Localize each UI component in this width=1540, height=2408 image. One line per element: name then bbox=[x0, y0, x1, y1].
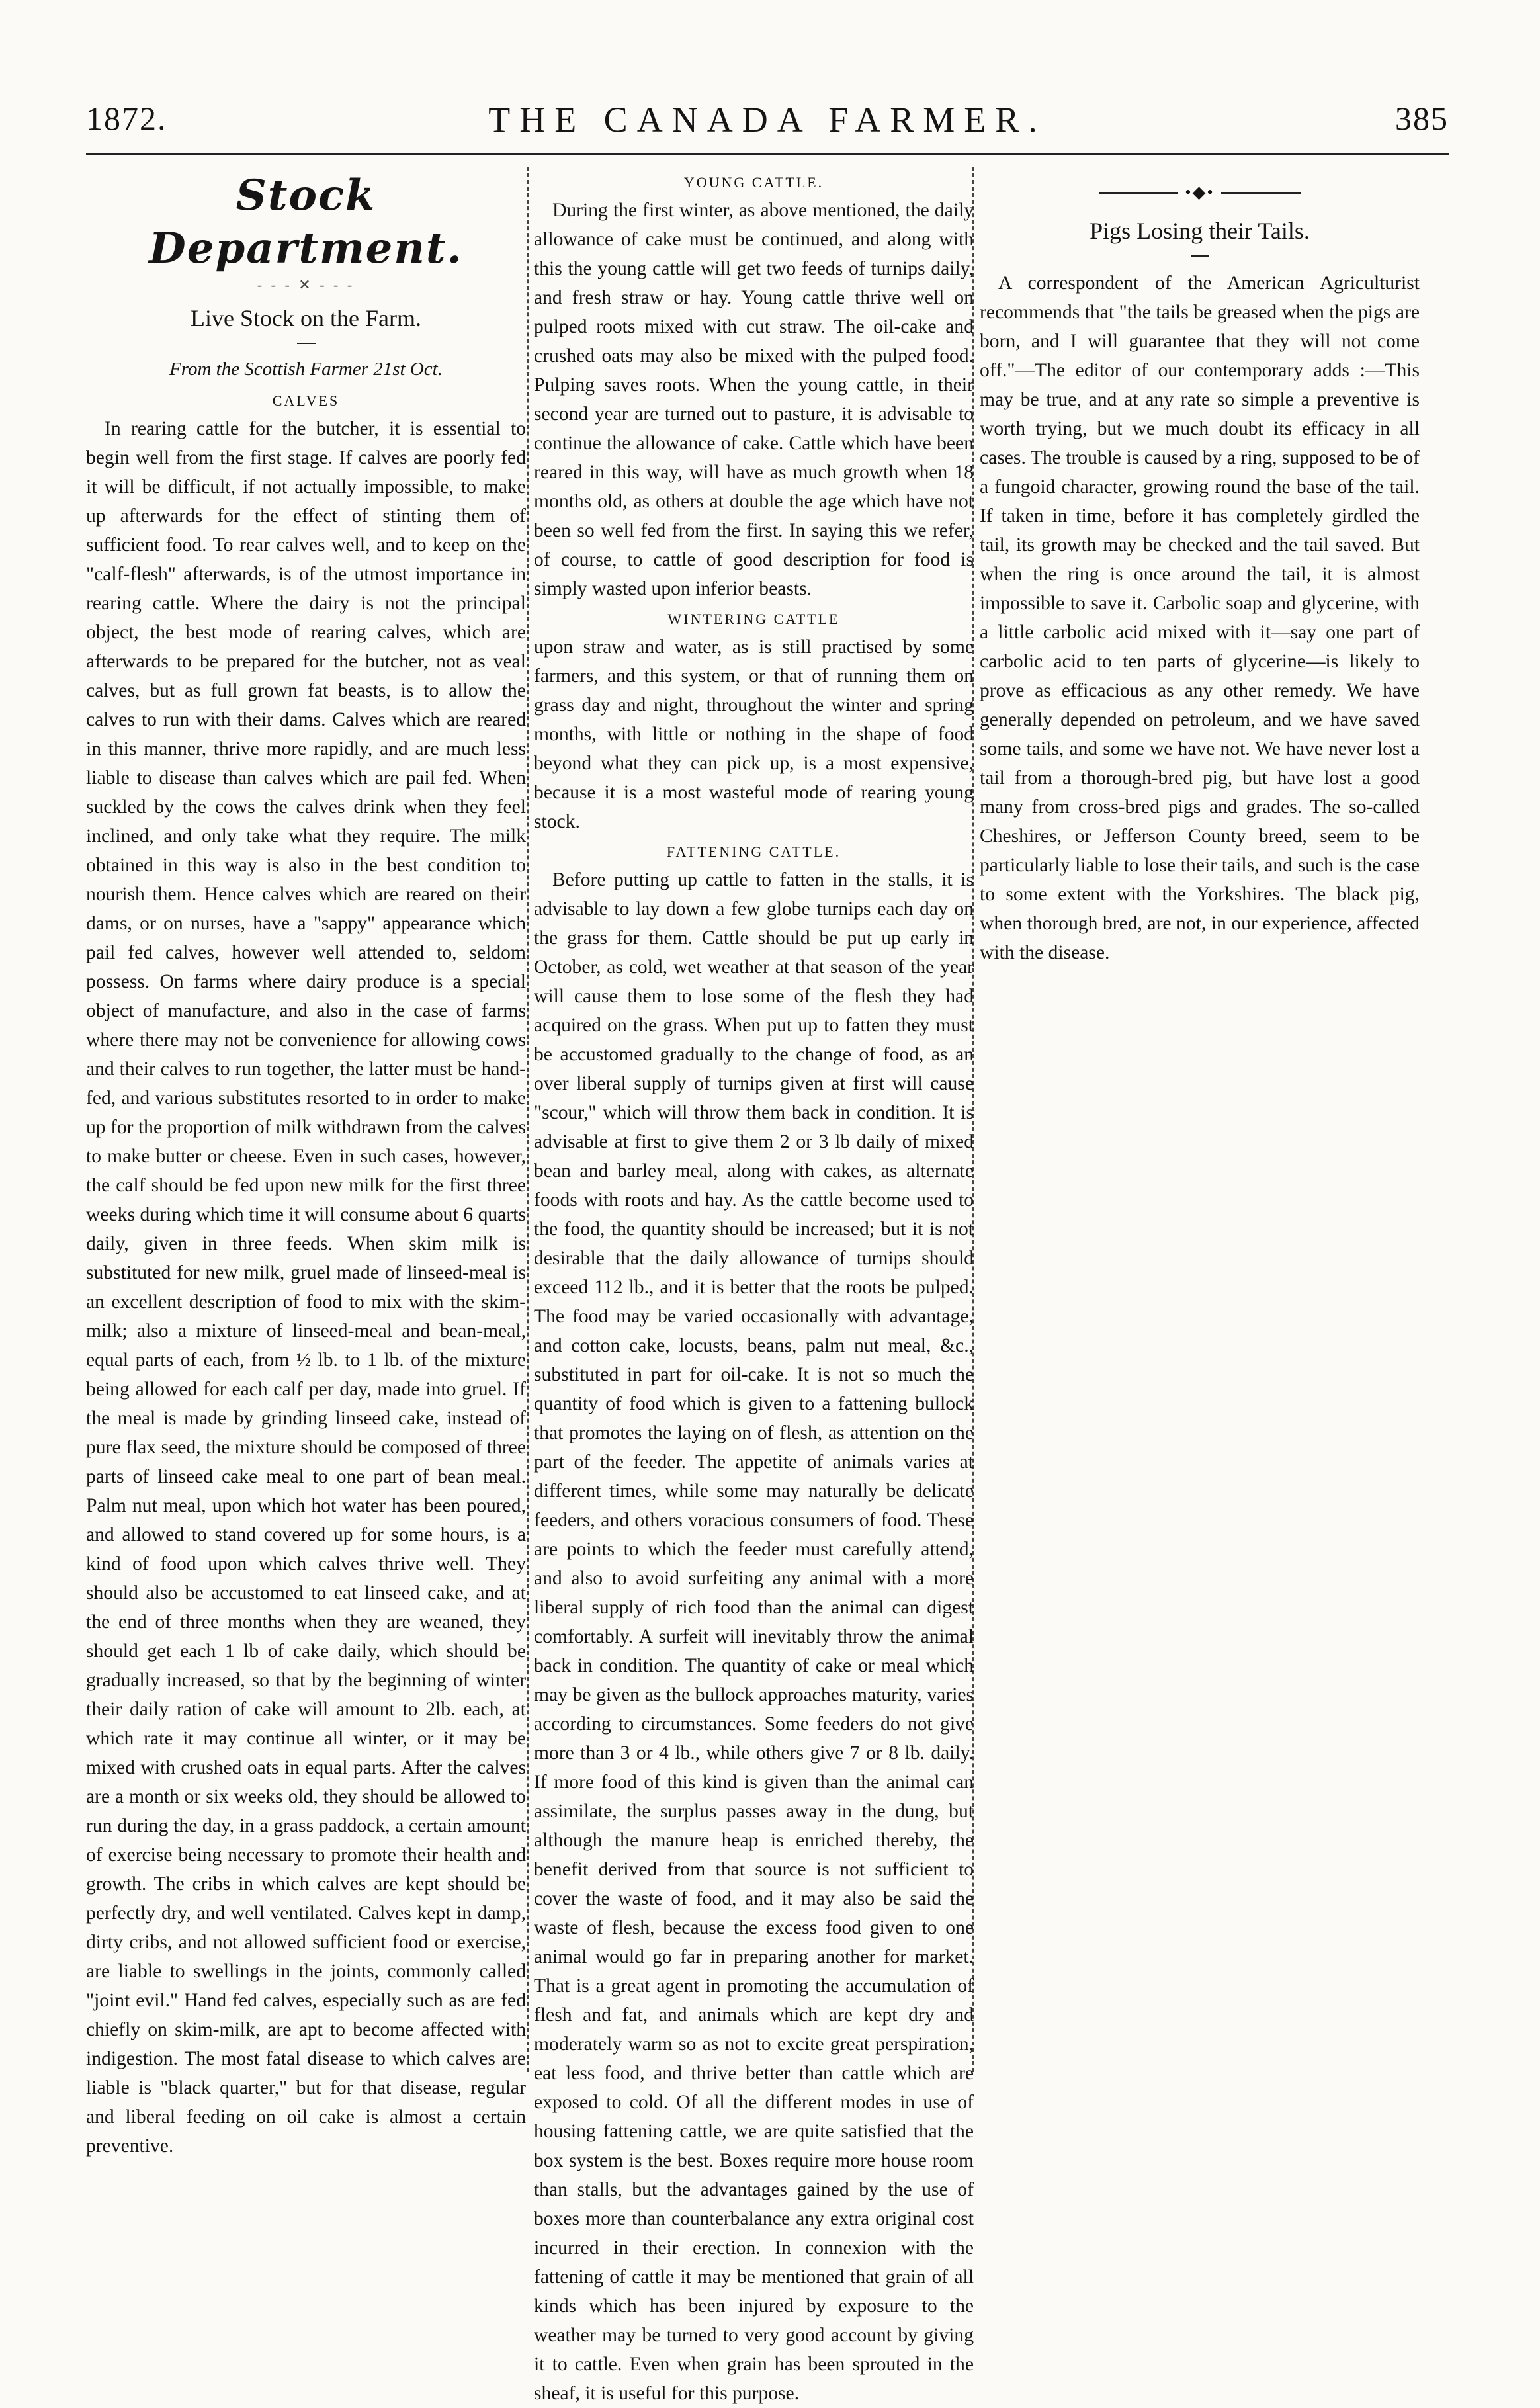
section-heading-young-cattle: YOUNG CATTLE. bbox=[683, 174, 824, 191]
page-number: 385 bbox=[1395, 100, 1449, 137]
column-separator bbox=[527, 167, 529, 2072]
article-divider: •◆• bbox=[980, 181, 1420, 202]
department-title: Stock Department. bbox=[149, 171, 463, 273]
calves-paragraph: In rearing cattle for the butcher, it is essential to begin well from the first stage. If calves are poorly fed it will be difficult, if not actually impossible, to make up afterwards for the effect of stinting them of sufficient food. To rear calves well, and to keep on the "calf-flesh" afterwards, is of the utmost importance in rearing cattle. Where the dairy is not the principal object, the best mode of rearing calves, which are afterwards to be prepared for the butcher, not as veal calves, but as full grown fat beasts, is to allow the calves to run with their dams. Calves which are reared in this manner, thrive more rapidly, and are much less liable to disease than calves which are pail fed. When suckled by the cows the calves drink when they feel inclined, and only take what they require. The milk obtained in this way is also in the best condition to nourish them. Hence calves which are reared on their dams, or on nurses, have a "sappy" appearance which pail fed calves, however well attended to, seldom possess. On farms where dairy produce is a special object of manufacture, and also in the case of farms where there may not be convenience for allowing cows and their calves to run together, the latter must be hand-fed, and various substitutes resorted to in order to make up for the proportion of milk withdrawn from the calves to make butter or cheese. Even in such cases, however, the calf should be fed upon new milk for the first three weeks during which time it will consume about 6 quarts daily, given in three feeds. When skim milk is substituted for new milk, gruel made of linseed-meal is an excellent description of food to mix with the skim-milk; also a mixture of linseed-meal and bean-meal, equal parts of each, from ½ lb. to 1 lb. of the mixture being allowed for each calf per day, made into gruel. If the meal is made by grinding linseed cake, instead of pure flax seed, the mixture should be composed of three parts of linseed cake meal to one part of bean meal. Palm nut meal, upon which hot water has been poured, and allowed to stand covered up for some hours, is a kind of food upon which calves thrive well. They should also be accustomed to eat linseed cake, and at the end of three months when they are weaned, they should get each 1 lb of cake daily, which should be gradually increased, so that by the beginning of winter their daily ration of cake will amount to 2lb. each, at which rate it may continue all winter, or it may be mixed with crushed oats in equal parts. After the calves are a month or six weeks old, they should be allowed to run during the day, in a grass paddock, a certain amount of exercise being necessary to promote their health and growth. The cribs in which calves are kept should be perfectly dry, and well ventilated. Calves kept in damp, dirty cribs, and not allowed sufficient food or exercise, are liable to swellings in the joints, commonly called "joint evil." Hand fed calves, especially such as are fed chiefly on skim-milk, are apt to become affected with indigestion. The most fatal disease to which calves are liable is "black quarter," but for that disease, regular and liberal feeding on oil cake is almost a certain preventive. bbox=[86, 418, 526, 2157]
article-title: Live Stock on the Farm. bbox=[191, 305, 421, 331]
issue-year: 1872. bbox=[86, 100, 167, 137]
section-heading-fattening-cattle: FATTENING CATTLE. bbox=[666, 843, 841, 860]
page-header bbox=[86, 99, 1449, 152]
section-heading-wintering-cattle: WINTERING CATTLE bbox=[667, 611, 840, 627]
title-rule bbox=[1191, 255, 1209, 257]
article-source: From the Scottish Farmer 21st Oct. bbox=[169, 359, 443, 380]
column-1 bbox=[86, 167, 526, 2157]
young-cattle-paragraph: During the first winter, as above mentioned, the daily allowance of cake must be continued, and along with this the young cattle will get two feeds of turnips daily, and fresh straw or hay. Young cattle thrive well on pulped roots mixed with cut straw. The oil-cake and crushed oats may also be mixed with the pulped food. Pulping saves roots. When the young cattle, in their second year are turned out to pasture, it is advisable to continue the allowance of cake. Cattle which have been reared in this way, will have as much growth when 18 months old, as others at double the age which have not been so well fed from the first. In saying this we refer, of course, to cattle of good description for food is simply wasted upon inferior beasts. bbox=[534, 200, 974, 599]
column-3 bbox=[980, 167, 1420, 2085]
publication-title: THE CANADA FARMER. bbox=[488, 100, 1047, 140]
article-title: Pigs Losing their Tails. bbox=[1090, 218, 1310, 245]
wintering-cattle-paragraph: upon straw and water, as is still practised by some farmers, and this system, or that of running them on grass day and night, throughout the winter and spring months, with little or nothing in the shape of food beyond what they can pick up, is a most expensive, because it is a most wasteful mode of rearing young stock. bbox=[534, 636, 974, 832]
pigs-paragraph: A correspondent of the American Agriculturist recommends that "the tails be greased when the pigs are born, and I will guarantee that they will not come off."—The editor of our contemporary adds :—This may be true, and at any rate so simple a preventive is worth trying, but we much doubt its efficacy in all cases. The trouble is caused by a ring, supposed to be of a fungoid character, growing round the base of the tail. If taken in time, before it has completely girdled the tail, its growth may be checked and the tail saved. But when the ring is once around the tail, it is almost impossible to save it. Carbolic soap and glycerine, with a little carbolic acid mixed with it—say one part of carbolic acid to ten parts of glycerine—is likely to prove as efficacious as any other remedy. We have generally depended on petroleum, and we have saved some tails, and some we have not. We have never lost a tail from a thorough-bred pig, but have lost a good many from cross-bred pigs and grades. The so-called Cheshires, or Jefferson County breed, seem to be particularly liable to lose their tails, and such is the case to some extent with the Yorkshires. The black pig, when thorough bred, are not, in our experience, affected with the disease. bbox=[980, 273, 1420, 964]
fattening-cattle-paragraph: Before putting up cattle to fatten in the stalls, it is advisable to lay down a few globe turnips each day on the grass for them. Cattle should be put up early in October, as cold, wet weather at that season of the year will cause them to lose some of the flesh they had acquired on the grass. When put up to fatten they must be accustomed gradually to the change of food, as an over liberal supply of turnips given at first will cause "scour," which will throw them back in condition. It is advisable at first to give them 2 or 3 lb daily of mixed bean and barley meal, along with cakes, as alternate foods with roots and hay. As the cattle become used to the food, the quantity should be increased; but it is not desirable that the daily allowance of turnips should exceed 112 lb., and it is better that the roots be pulped. The food may be varied occasionally with advantage, and cotton cake, locusts, beans, palm nut meal, &c., substituted in part for oil-cake. It is not so much the quantity of food which is given to a fattening bullock that promotes the laying on of flesh, as attention on the part of the feeder. The appetite of animals varies at different times, while some may naturally be delicate feeders, and others voracious consumers of food. These are points to which the feeder must carefully attend, and also to avoid surfeiting any animal with a more liberal supply of rich food than the animal can digest comfortably. A surfeit will inevitably throw the animal back in condition. The quantity of cake or meal which may be given as the bullock approaches maturity, varies according to circumstances. Some feeders do not give more than 3 or 4 lb., while others give 7 or 8 lb. daily. If more food of this kind is given than the animal can assimilate, the surplus passes away in the dung, but although the manure heap is enriched thereby, the benefit derived from that source is not sufficient to cover the waste of food, and it may also be said the waste of flesh, because the excess food given to one animal would go far in preparing another for market. That is a great agent in promoting the accumulation of flesh and fat, and animals which are kept dry and moderately warm so as not to excite great perspiration, eat less food, and thrive better than cattle which are exposed to cold. Of all the different modes in use of housing fattening cattle, we are quite satisfied that the box system is the best. Boxes require more house room than stalls, but the advantages gained by the use of boxes more than counterbalance any extra original cost incurred in their erection. In connexion with the fattening of cattle it may be mentioned that grain of all kinds which has been injured by exposure to the weather may be turned to very good account by giving it to cattle. Even when grain has been sprouted in the sheaf, it is useful for this purpose. bbox=[534, 869, 974, 2404]
department-ornament: - - - ✕ - - - bbox=[257, 277, 355, 293]
header-rule bbox=[86, 153, 1449, 155]
title-rule bbox=[297, 343, 316, 344]
column-2 bbox=[534, 167, 974, 2404]
section-heading-calves: CALVES bbox=[272, 392, 340, 409]
